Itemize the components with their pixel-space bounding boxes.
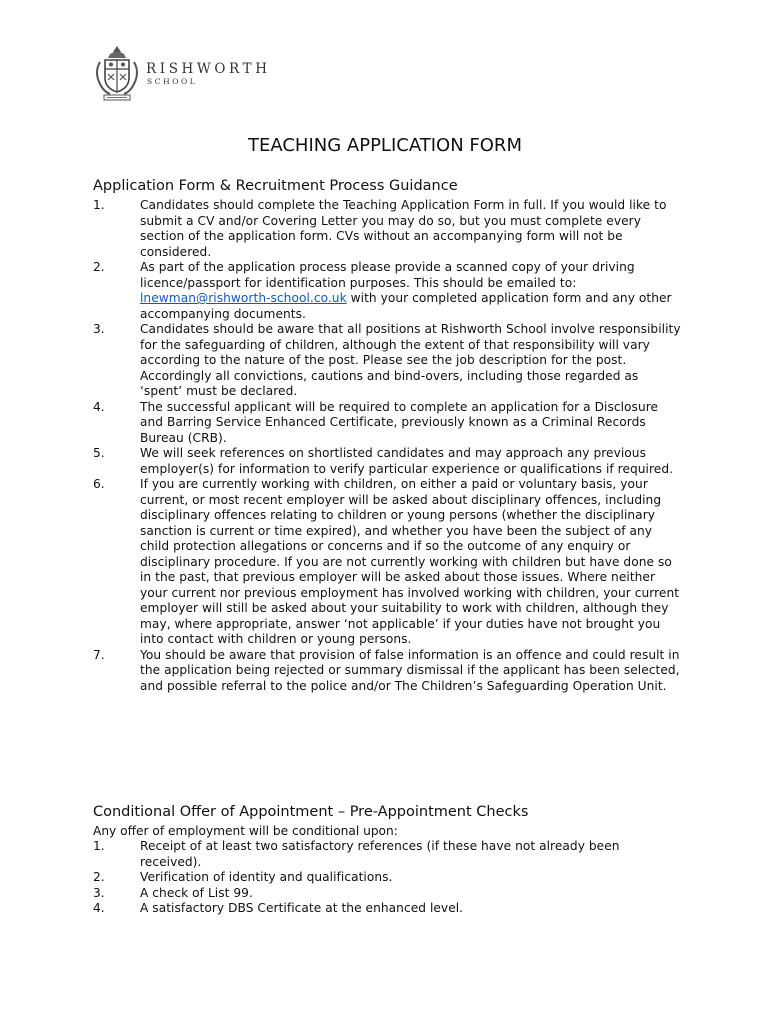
guidance-list	[93, 198, 683, 694]
list-item-text: If you are currently working with children, on either a paid or voluntary basis, your current, or most recent employer will be asked about disciplinary offences, including disciplinary offences relating to children or young persons (whether the disciplinary sanction is current or time expired), and whether you have been the subject of any child protection allegations or concerns and if so the outcome of any enquiry or disciplinary procedure. If you are not currently working with children but have done so in the past, that previous employer will be asked about those issues. Where neither your current nor previous employment has involved working with children, your current employer will still be asked about your suitability to work with children, although they may, where appropriate, answer ‘not applicable’ if your duties have not brought you into contact with children or young persons.	[140, 477, 680, 646]
list-item-number: 6.	[93, 477, 105, 491]
list-item-text: You should be aware that provision of false information is an offence and could result in the application being rejected or summary dismissal if the applicant has been selected, and possible referral to the police and/or The Children’s Safeguarding Operation Unit.	[140, 647, 680, 693]
list-item-number: 4.	[93, 901, 105, 915]
list-item-text-after-email: with your completed application form and any other accompanying documents.	[140, 291, 672, 321]
list-item-text: Verification of identity and qualifications.	[140, 870, 393, 884]
list-item	[93, 198, 683, 260]
list-item-number: 3.	[93, 322, 105, 336]
list-item	[93, 886, 683, 902]
list-item-text: A satisfactory DBS Certificate at the enhanced level.	[140, 901, 464, 915]
list-item	[93, 446, 683, 477]
list-item-text: A check of List 99.	[140, 885, 253, 900]
list-item-number: 1.	[93, 839, 105, 853]
list-item-text: The successful applicant will be required to complete an application for a Disclosure and Barring Service Enhanced Certificate, previously known as a Criminal Records Bureau (CRB).	[140, 399, 659, 445]
pre-appointment-checks-list	[93, 839, 683, 917]
school-logo	[92, 42, 271, 104]
list-item-text-before-email: As part of the application process please provide a scanned copy of your driving licence/passport for identification purposes. This should be emailed to:	[140, 260, 635, 290]
list-item	[93, 322, 683, 400]
list-item-number: 2.	[93, 870, 105, 884]
list-item-number: 4.	[93, 399, 105, 414]
section-heading-guidance: Application Form & Recruitment Process Guidance	[93, 178, 458, 194]
conditional-offer-intro: Any offer of employment will be conditional upon:	[93, 824, 398, 838]
list-item	[93, 260, 683, 322]
list-item-text: We will seek references on shortlisted candidates and may approach any previous employer(s) for information to verify particular experience or qualifications if required.	[140, 446, 674, 476]
school-crest-icon	[92, 42, 142, 104]
list-item	[93, 870, 683, 886]
list-item	[93, 477, 683, 648]
section-heading-conditional-offer: Conditional Offer of Appointment – Pre-Appointment Checks	[93, 804, 529, 820]
list-item-text	[140, 260, 683, 322]
list-item	[93, 400, 683, 447]
page-title: TEACHING APPLICATION FORM	[248, 135, 522, 156]
list-item-number: 7.	[93, 647, 105, 662]
list-item	[93, 839, 683, 870]
list-item-text: Candidates should be aware that all positions at Rishworth School involve responsibility for the safeguarding of children, although the extent of that responsibility will vary according to the nature of the post. Please see the job description for the post. Accordingly all convictions, cautions and bind-overs, including those regarded as ‘spent’ must be declared.	[140, 322, 681, 398]
list-item	[93, 648, 683, 695]
list-item-number: 5.	[93, 446, 105, 460]
logo-school-subtitle: SCHOOL	[147, 77, 198, 86]
list-item-number: 2.	[93, 260, 105, 274]
email-link[interactable]: lnewman@rishworth-school.co.uk	[140, 291, 347, 305]
list-item-text: Candidates should complete the Teaching Application Form in full. If you would like to submit a CV and/or Covering Letter you may do so, but you must complete every section of the application form. CVs without an accompanying form will not be considered.	[140, 198, 667, 259]
list-item-number: 3.	[93, 885, 105, 900]
list-item	[93, 901, 683, 917]
list-item-text: Receipt of at least two satisfactory references (if these have not already been received).	[140, 839, 620, 869]
list-item-number: 1.	[93, 198, 105, 212]
logo-school-name: RISHWORTH	[146, 61, 271, 77]
